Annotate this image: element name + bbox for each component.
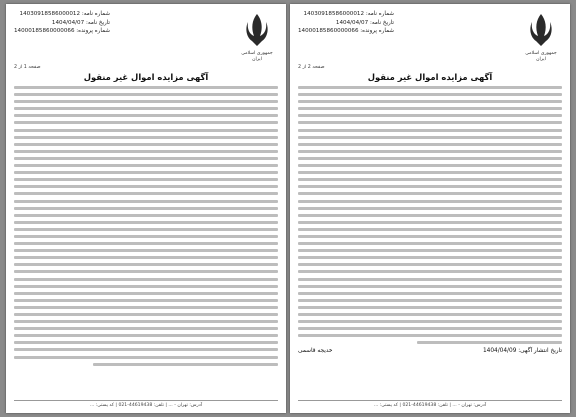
- body-text-line: [298, 100, 562, 103]
- emblem-caption: جمهوری اسلامی ایران: [525, 51, 557, 62]
- body-text-line: [298, 136, 562, 139]
- body-text-line: [298, 320, 562, 323]
- letter-number-label: شماره نامه:: [365, 11, 394, 17]
- body-text-line: [14, 86, 278, 89]
- body-text-line: [298, 178, 562, 181]
- body-text-line: [14, 129, 278, 132]
- body-text-line: [298, 200, 562, 203]
- body-text-line: [298, 214, 562, 217]
- body-text-line: [93, 363, 278, 366]
- body-text-line: [298, 157, 562, 160]
- file-number-row: [14, 27, 110, 36]
- body-text-line: [298, 86, 562, 89]
- body-text-line: [14, 214, 278, 217]
- body-text-line: [298, 107, 562, 110]
- body-text-line: [14, 263, 278, 266]
- body-text-line: [14, 256, 278, 259]
- page-footer: آدرس: تهران - ... | تلفن: 44619438-021 | کد پستی: ...: [14, 400, 278, 408]
- body-text-line: [14, 164, 278, 167]
- body-text-line: [14, 107, 278, 110]
- body-text-line: [298, 242, 562, 245]
- letter-number: 14030918586000012: [19, 11, 81, 17]
- body-text-line: [14, 157, 278, 160]
- body-text-line: [14, 100, 278, 103]
- file-number-row: [298, 27, 394, 36]
- body-text-line: [298, 263, 562, 266]
- body-text-line: [14, 192, 278, 195]
- document-page-2: [290, 4, 570, 413]
- body-text-line: [14, 150, 278, 153]
- file-number-label: شماره پرونده:: [76, 28, 110, 34]
- body-text-line: [14, 249, 278, 252]
- notice-title: آگهی مزایده اموال غیر منقول: [83, 72, 209, 82]
- letter-date: 1404/04/07: [335, 19, 369, 26]
- letter-number-row: [298, 10, 394, 19]
- body-text-line: [14, 285, 278, 288]
- body-text-line: [298, 299, 562, 302]
- body-text-line: [298, 256, 562, 259]
- body-text-line: [14, 334, 278, 337]
- body-text-line: [14, 171, 278, 174]
- publish-date: 1404/04/09: [482, 348, 517, 355]
- body-text-line: [298, 285, 562, 288]
- notice-title: آگهی مزایده اموال غیر منقول: [367, 72, 493, 82]
- body-text-line: [14, 313, 278, 316]
- body-text-line: [14, 114, 278, 117]
- body-text-line: [14, 143, 278, 146]
- letter-number-label: شماره نامه:: [81, 11, 110, 17]
- letter-date-label: تاریخ نامه:: [369, 19, 394, 26]
- body-text-line: [14, 235, 278, 238]
- body-text-line: [14, 121, 278, 124]
- body-text-line: [14, 356, 278, 359]
- body-text-line: [298, 192, 562, 195]
- iran-emblem-icon: [524, 10, 558, 50]
- body-text-line: [14, 348, 278, 351]
- document-page-1: [6, 4, 286, 413]
- page-number: صفحه 1 از 2: [14, 65, 41, 70]
- file-number-label: شماره پرونده:: [360, 28, 394, 34]
- file-number: 14000185860000066: [298, 28, 359, 34]
- notice-body: [14, 86, 278, 366]
- signature-name: خدیجه قاسمی: [298, 348, 333, 355]
- page-footer: آدرس: تهران - ... | تلفن: 44619438-021 | کد پستی: ...: [298, 400, 562, 408]
- body-text-line: [14, 320, 278, 323]
- body-text-line: [14, 228, 278, 231]
- body-text-line: [298, 334, 562, 337]
- body-text-line: [14, 178, 278, 181]
- body-text-line: [298, 228, 562, 231]
- body-text-line: [298, 249, 562, 252]
- body-text-line: [298, 185, 562, 188]
- body-text-line: [298, 306, 562, 309]
- body-text-line: [298, 327, 562, 330]
- body-text-line: [14, 185, 278, 188]
- body-text-line: [417, 341, 562, 344]
- letter-meta: [14, 10, 110, 36]
- letter-date: 1404/04/07: [51, 19, 85, 26]
- body-text-line: [298, 292, 562, 295]
- body-text-line: [14, 93, 278, 96]
- body-text-line: [298, 114, 562, 117]
- body-text-line: [14, 327, 278, 330]
- emblem-caption: جمهوری اسلامی ایران: [241, 51, 273, 62]
- letter-number-row: [14, 10, 110, 19]
- letter-number: 14030918586000012: [303, 11, 365, 17]
- letter-date-label: تاریخ نامه:: [85, 19, 110, 26]
- letter-date-row: [298, 19, 394, 28]
- body-text-line: [298, 93, 562, 96]
- signature-block: [298, 348, 562, 354]
- body-text-line: [298, 270, 562, 273]
- body-text-line: [14, 306, 278, 309]
- body-text-line: [14, 207, 278, 210]
- page-header: [14, 8, 278, 70]
- publish-date-label: تاریخ انتشار آگهی:: [518, 348, 562, 355]
- iran-emblem-icon: [240, 10, 274, 50]
- body-text-line: [298, 313, 562, 316]
- letter-date-row: [14, 19, 110, 28]
- page-header: [298, 8, 562, 70]
- body-text-line: [14, 200, 278, 203]
- body-text-line: [14, 221, 278, 224]
- notice-body: [298, 86, 562, 344]
- body-text-line: [14, 136, 278, 139]
- body-text-line: [14, 242, 278, 245]
- body-text-line: [14, 292, 278, 295]
- publish-date-group: [483, 348, 562, 354]
- body-text-line: [298, 207, 562, 210]
- body-text-line: [298, 143, 562, 146]
- body-text-line: [298, 129, 562, 132]
- body-text-line: [14, 278, 278, 281]
- file-number: 14000185860000066: [14, 28, 75, 34]
- body-text-line: [298, 235, 562, 238]
- page-number: صفحه 2 از 2: [298, 65, 325, 70]
- body-text-line: [298, 221, 562, 224]
- body-text-line: [14, 341, 278, 344]
- body-text-line: [298, 164, 562, 167]
- body-text-line: [298, 121, 562, 124]
- body-text-line: [14, 270, 278, 273]
- letter-meta: [298, 10, 394, 36]
- body-text-line: [298, 150, 562, 153]
- body-text-line: [298, 278, 562, 281]
- body-text-line: [14, 299, 278, 302]
- body-text-line: [298, 171, 562, 174]
